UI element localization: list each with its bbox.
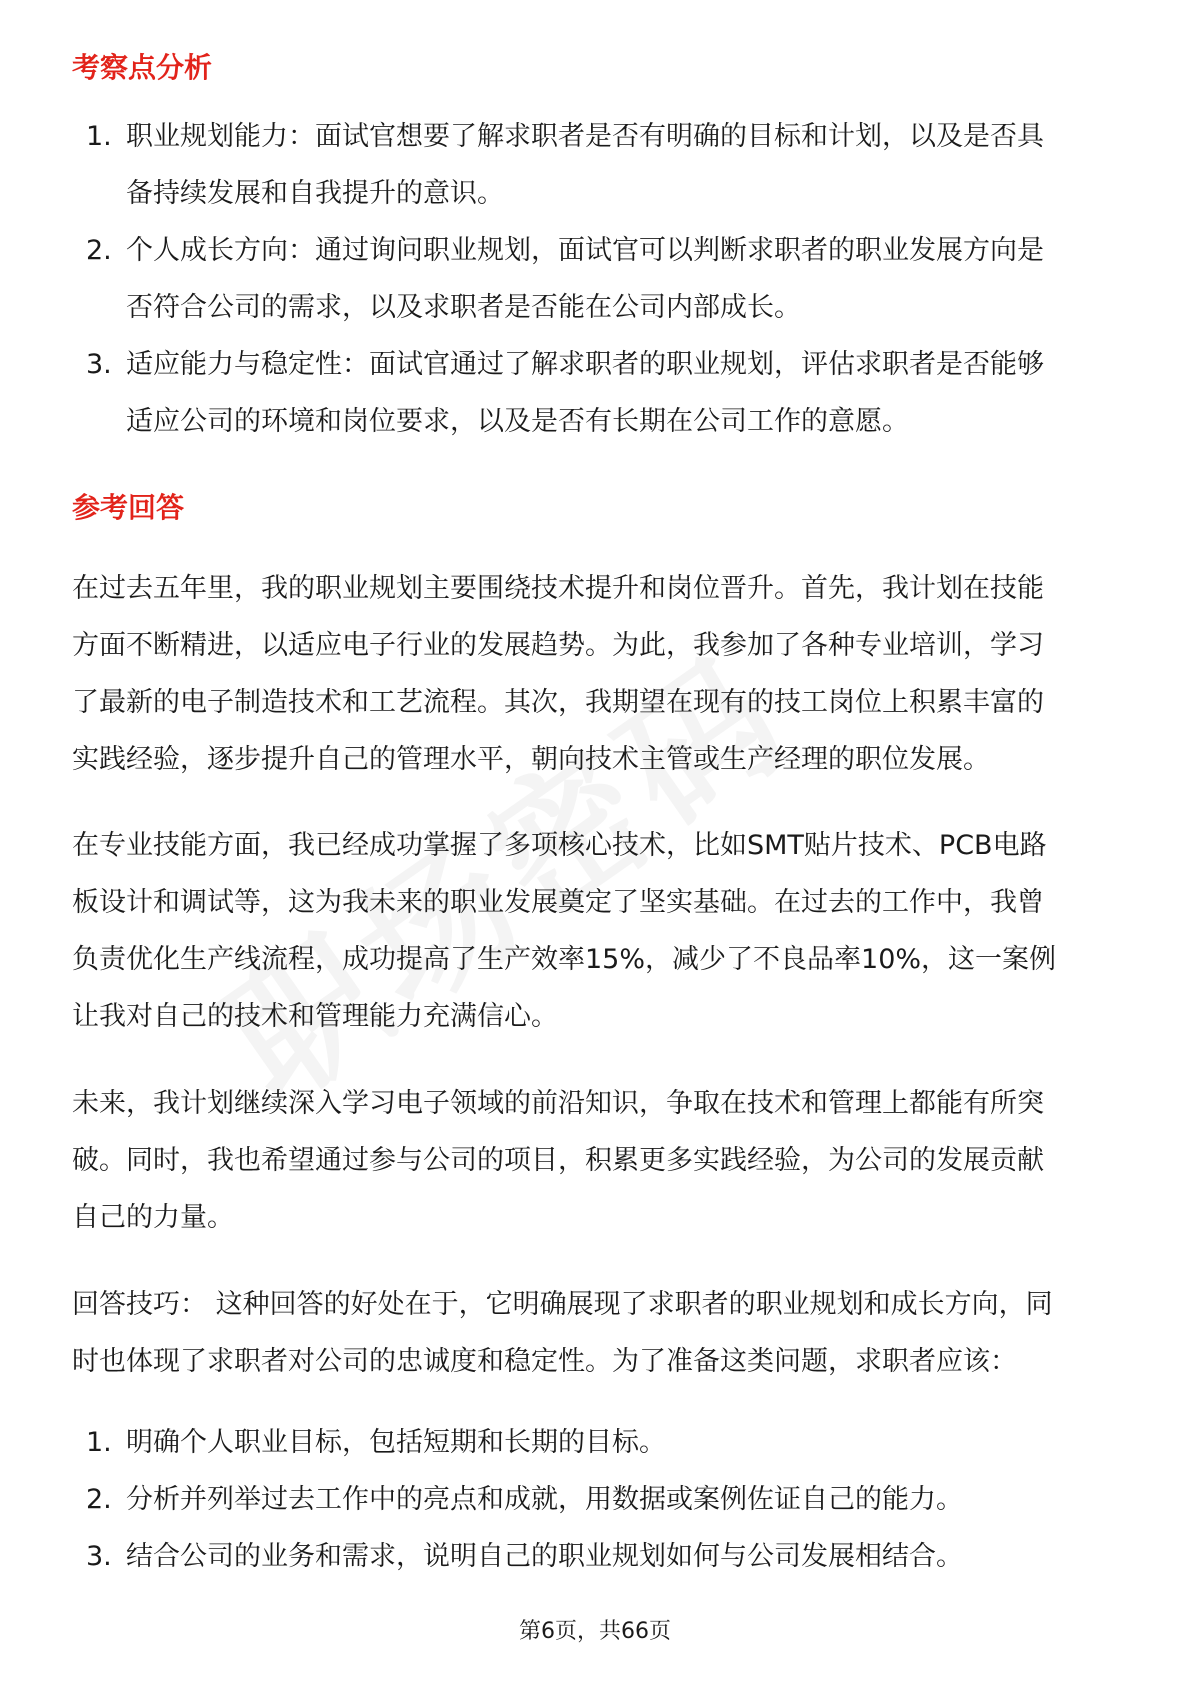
list-number: 1. bbox=[86, 121, 112, 152]
list-item bbox=[72, 1414, 1120, 1471]
list-number: 3. bbox=[86, 349, 112, 380]
list-text: 否符合公司的需求，以及求职者是否能在公司内部成长。 bbox=[126, 292, 801, 323]
list-text: 适应能力与稳定性：面试官通过了解求职者的职业规划，评估求职者是否能够 bbox=[126, 349, 1044, 380]
page-number: 第6页，共66页 bbox=[519, 1619, 671, 1644]
paragraph-line: 板设计和调试等，这为我未来的职业发展奠定了坚实基础。在过去的工作中，我曾 bbox=[72, 887, 1044, 918]
answer-paragraph bbox=[72, 817, 1120, 1045]
list-number: 2. bbox=[86, 1484, 112, 1515]
analysis-heading: 考察点分析 bbox=[72, 51, 213, 84]
paragraph-line: 在专业技能方面，我已经成功掌握了多项核心技术，比如SMT贴片技术、PCB电路 bbox=[72, 830, 1047, 861]
list-item bbox=[72, 108, 1120, 222]
tips-paragraph bbox=[72, 1276, 1120, 1390]
list-text: 备持续发展和自我提升的意识。 bbox=[126, 178, 504, 209]
paragraph-line: 方面不断精进，以适应电子行业的发展趋势。为此，我参加了各种专业培训，学习 bbox=[72, 630, 1044, 661]
list-item bbox=[72, 1471, 1120, 1528]
answer-paragraph bbox=[72, 1075, 1120, 1246]
paragraph-line: 在过去五年里，我的职业规划主要围绕技术提升和岗位晋升。首先，我计划在技能 bbox=[72, 573, 1044, 604]
list-text: 明确个人职业目标，包括短期和长期的目标。 bbox=[126, 1427, 666, 1458]
list-text: 职业规划能力：面试官想要了解求职者是否有明确的目标和计划，以及是否具 bbox=[126, 121, 1044, 152]
list-item bbox=[72, 336, 1120, 450]
list-text: 适应公司的环境和岗位要求，以及是否有长期在公司工作的意愿。 bbox=[126, 406, 909, 437]
paragraph-line: 了最新的电子制造技术和工艺流程。其次，我期望在现有的技工岗位上积累丰富的 bbox=[72, 687, 1044, 718]
paragraph-line: 负责优化生产线流程，成功提高了生产效率15%，减少了不良品率10%，这一案例 bbox=[72, 944, 1057, 975]
analysis-list bbox=[72, 108, 1120, 450]
list-item bbox=[72, 1528, 1120, 1585]
list-number: 1. bbox=[86, 1427, 112, 1458]
paragraph-line: 实践经验，逐步提升自己的管理水平，朝向技术主管或生产经理的职位发展。 bbox=[72, 744, 990, 775]
paragraph-line: 回答技巧： 这种回答的好处在于，它明确展现了求职者的职业规划和成长方向，同 bbox=[72, 1289, 1053, 1320]
paragraph-line: 自己的力量。 bbox=[72, 1202, 234, 1233]
tips-list bbox=[72, 1414, 1120, 1585]
list-number: 2. bbox=[86, 235, 112, 266]
list-text: 个人成长方向：通过询问职业规划，面试官可以判断求职者的职业发展方向是 bbox=[126, 235, 1044, 266]
answer-paragraph bbox=[72, 560, 1120, 788]
list-text: 结合公司的业务和需求，说明自己的职业规划如何与公司发展相结合。 bbox=[126, 1541, 963, 1572]
paragraph-line: 让我对自己的技术和管理能力充满信心。 bbox=[72, 1001, 558, 1032]
list-item bbox=[72, 222, 1120, 336]
paragraph-line: 时也体现了求职者对公司的忠诚度和稳定性。为了准备这类问题，求职者应该： bbox=[72, 1346, 1017, 1377]
list-number: 3. bbox=[86, 1541, 112, 1572]
paragraph-line: 未来，我计划继续深入学习电子领域的前沿知识，争取在技术和管理上都能有所突 bbox=[72, 1088, 1044, 1119]
paragraph-line: 破。同时，我也希望通过参与公司的项目，积累更多实践经验，为公司的发展贡献 bbox=[72, 1145, 1044, 1176]
answer-heading: 参考回答 bbox=[72, 491, 185, 524]
list-text: 分析并列举过去工作中的亮点和成就，用数据或案例佐证自己的能力。 bbox=[126, 1484, 963, 1515]
